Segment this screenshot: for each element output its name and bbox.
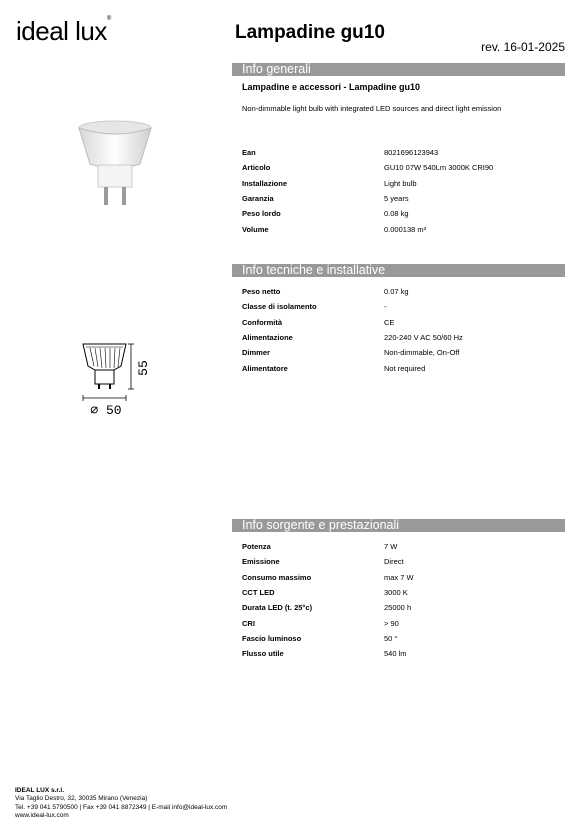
spec-row bbox=[242, 557, 562, 567]
section-technical-heading: Info tecniche e installative bbox=[232, 264, 565, 277]
spec-label: Installazione bbox=[242, 178, 288, 188]
spec-value: Not required bbox=[384, 363, 426, 373]
product-photo bbox=[74, 112, 156, 212]
spec-value: CE bbox=[384, 317, 395, 327]
spec-label: Volume bbox=[242, 224, 269, 234]
spec-label: Peso netto bbox=[242, 287, 281, 296]
spec-value: 50 ° bbox=[384, 633, 398, 643]
spec-row bbox=[242, 194, 562, 204]
spec-label: Ean bbox=[242, 148, 256, 157]
page-title: Lampadine gu10 bbox=[235, 22, 385, 43]
product-subtitle: Lampadine e accessori - Lampadine gu10 bbox=[242, 82, 421, 92]
spec-row bbox=[242, 302, 562, 312]
spec-label: Durata LED (t. 25°c) bbox=[242, 603, 313, 613]
spec-row bbox=[242, 649, 562, 659]
spec-value: 25000 h bbox=[384, 603, 412, 613]
spec-value: > 90 bbox=[384, 618, 399, 628]
footer bbox=[15, 787, 227, 820]
spec-row bbox=[242, 542, 562, 552]
spec-label: Alimentazione bbox=[242, 332, 293, 342]
spec-label: Dimmer bbox=[242, 348, 270, 358]
company-website: www.ideal-lux.com bbox=[15, 811, 69, 819]
spec-value: max 7 W bbox=[384, 572, 414, 582]
spec-row bbox=[242, 163, 562, 173]
spec-value: 0.07 kg bbox=[384, 287, 409, 296]
spec-row bbox=[242, 634, 562, 644]
spec-label: Emissione bbox=[242, 557, 280, 567]
spec-row bbox=[242, 318, 562, 328]
spec-row bbox=[242, 364, 562, 374]
spec-row bbox=[242, 333, 562, 343]
dimension-drawing bbox=[76, 330, 166, 420]
spec-row bbox=[242, 148, 562, 158]
revision-date: rev. 16-01-2025 bbox=[481, 40, 565, 54]
spec-label: CCT LED bbox=[242, 587, 275, 597]
spec-label: Fascio luminoso bbox=[242, 633, 302, 643]
spec-value: 0.000138 m³ bbox=[384, 224, 427, 234]
spec-value: Direct bbox=[384, 557, 404, 567]
spec-label: Classe di isolamento bbox=[242, 302, 317, 312]
company-address: Via Taglio Destro, 32, 30035 Mirano (Venezia) bbox=[15, 795, 148, 803]
spec-row bbox=[242, 179, 562, 189]
company-contacts: Tel. +39 041 5790500 | Fax +39 041 8872349 | E-mail info@ideal-lux.com bbox=[15, 803, 228, 811]
spec-value: 3000 K bbox=[384, 587, 408, 597]
spec-row bbox=[242, 287, 562, 297]
spec-label: Alimentatore bbox=[242, 363, 288, 373]
spec-row bbox=[242, 209, 562, 219]
spec-label: Consumo massimo bbox=[242, 572, 312, 582]
spec-label: Flusso utile bbox=[242, 649, 284, 659]
spec-label: CRI bbox=[242, 618, 255, 628]
brand-logo: ideal lux® bbox=[16, 16, 111, 46]
spec-row bbox=[242, 225, 562, 235]
spec-label: Garanzia bbox=[242, 193, 274, 203]
spec-label: Potenza bbox=[242, 542, 271, 551]
spec-label: Peso lordo bbox=[242, 209, 281, 219]
spec-value: 540 lm bbox=[384, 649, 407, 659]
spec-value: 7 W bbox=[384, 542, 398, 551]
product-description: Non-dimmable light bulb with integrated LED sources and direct light emission bbox=[242, 104, 502, 113]
spec-value: 220-240 V AC 50/60 Hz bbox=[384, 332, 463, 342]
spec-value: GU10 07W 540Lm 3000K CRI90 bbox=[384, 163, 494, 173]
spec-label: Articolo bbox=[242, 163, 271, 173]
diameter-dimension: ⌀ 50 bbox=[90, 403, 122, 418]
height-dimension: 55 bbox=[136, 360, 151, 376]
company-name: IDEAL LUX s.r.l. bbox=[15, 787, 65, 794]
spec-value: - bbox=[384, 302, 387, 312]
spec-row bbox=[242, 588, 562, 598]
spec-row bbox=[242, 603, 562, 613]
spec-row bbox=[242, 348, 562, 358]
spec-value: Non-dimmable, On-Off bbox=[384, 348, 460, 358]
spec-label: Conformità bbox=[242, 317, 282, 327]
spec-value: 8021696123943 bbox=[384, 148, 439, 157]
section-general-heading: Info generali bbox=[232, 63, 565, 76]
section-source-heading: Info sorgente e prestazionali bbox=[232, 519, 565, 532]
spec-row bbox=[242, 573, 562, 583]
spec-value: 0.08 kg bbox=[384, 209, 409, 219]
spec-row bbox=[242, 619, 562, 629]
spec-value: 5 years bbox=[384, 193, 409, 203]
spec-value: Light bulb bbox=[384, 178, 417, 188]
